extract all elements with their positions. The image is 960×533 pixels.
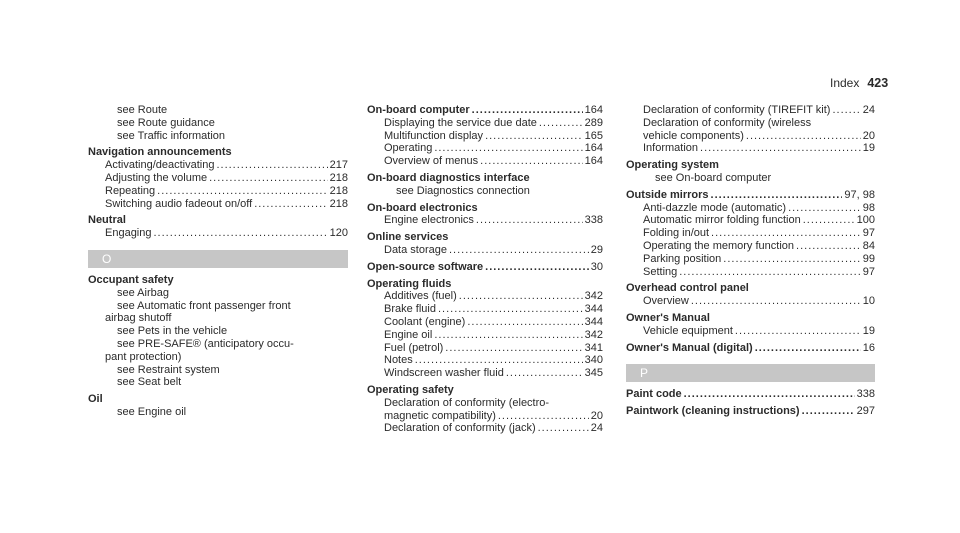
index-subentry [367, 214, 603, 227]
index-term [626, 282, 875, 295]
section-letter-o: O [88, 250, 348, 268]
index-subentry [88, 376, 348, 389]
dot-leader [539, 117, 583, 130]
index-subentry [88, 287, 348, 300]
page-reference[interactable]: 100 [856, 214, 875, 227]
index-subentry [88, 185, 348, 198]
index-subentry [367, 367, 603, 380]
index-entry [626, 312, 875, 338]
index-subentry [88, 104, 348, 117]
dot-leader [485, 261, 589, 274]
subentry-label: pant protection) [105, 350, 182, 363]
index-subentry [367, 329, 603, 342]
section-letter-p: P [626, 364, 875, 382]
subentry-label: Setting [643, 265, 678, 278]
index-subentry [626, 202, 875, 215]
index-entry [626, 104, 875, 155]
index-subentry [367, 117, 603, 130]
term-label: Overhead control panel [626, 282, 749, 295]
index-subentry [88, 159, 348, 172]
dot-leader [832, 104, 860, 117]
subentry-label: Overview of menus [384, 155, 479, 168]
subentry-label: Notes [384, 354, 413, 367]
index-entry [626, 405, 875, 418]
subentry-label: Activating/deactivating [105, 159, 215, 172]
subentry-label: see Route guidance [117, 116, 215, 129]
index-subentry [88, 351, 348, 364]
subentry-label: Brake fluid [384, 303, 436, 316]
index-entry [88, 393, 348, 419]
index-subentry [626, 142, 875, 155]
term-label: Paint code [626, 388, 682, 401]
page-reference[interactable]: 165 [584, 129, 603, 142]
dot-leader [755, 342, 861, 355]
index-entry [88, 274, 348, 389]
index-subentry [367, 130, 603, 143]
page-reference[interactable]: 342 [584, 328, 603, 341]
subentry-label: vehicle components) [643, 129, 744, 142]
index-entry [367, 231, 603, 257]
index-subentry [367, 155, 603, 168]
subentry-label: Anti-dazzle mode (automatic) [643, 201, 787, 214]
dot-leader [679, 266, 861, 279]
subentry-label: see Traffic information [117, 129, 226, 142]
dot-leader [506, 367, 583, 380]
dot-leader [216, 159, 327, 172]
page-header [830, 76, 888, 90]
page-reference[interactable]: 338 [856, 388, 875, 401]
index-subentry [626, 130, 875, 143]
subentry-label: Folding in/out [643, 227, 710, 240]
dot-leader [434, 329, 582, 342]
index-subentry [367, 303, 603, 316]
index-column-1 [88, 104, 348, 423]
dot-leader [472, 104, 583, 117]
subentry-label: see Restraint system [117, 363, 220, 376]
page-reference[interactable]: 120 [329, 227, 348, 240]
index-subentry [367, 354, 603, 367]
index-entry [88, 214, 348, 240]
page-reference[interactable]: 20 [590, 409, 603, 422]
index-subentry [626, 325, 875, 338]
subentry-label: see Pets in the vehicle [117, 325, 228, 338]
index-entry [626, 342, 875, 355]
subentry-label: Information [643, 142, 699, 155]
subentry-label: see Automatic front passenger front [117, 299, 291, 312]
dot-leader [700, 142, 861, 155]
subentry-label: Repeating [105, 184, 156, 197]
index-subentry [88, 312, 348, 325]
page-reference[interactable]: 345 [584, 367, 603, 380]
term-label: Operating system [626, 159, 719, 172]
index-entry [626, 189, 875, 279]
page-reference[interactable]: 289 [584, 116, 603, 129]
index-entry [367, 104, 603, 168]
index-entry [626, 282, 875, 308]
dot-leader [209, 172, 328, 185]
index-subentry [88, 406, 348, 419]
subentry-label: see Engine oil [117, 405, 187, 418]
index-entry [367, 202, 603, 228]
dot-leader [796, 240, 861, 253]
page-reference[interactable]: 98 [862, 201, 875, 214]
index-subentry [88, 364, 348, 377]
index-term [626, 342, 875, 355]
subentry-label: Declaration of conformity (electro- [384, 396, 550, 409]
index-subentry [88, 227, 348, 240]
index-subentry [88, 300, 348, 313]
index-entry [367, 384, 603, 435]
index-term [88, 274, 348, 287]
subentry-label: magnetic compatibility) [384, 409, 496, 422]
subentry-label: Multifunction display [384, 129, 484, 142]
subentry-label: see PRE-SAFE® (anticipatory occu- [117, 337, 294, 350]
index-term [88, 393, 348, 406]
index-term [367, 231, 603, 244]
subentry-label: airbag shutoff [105, 312, 172, 325]
index-subentry [367, 244, 603, 257]
term-label: Outside mirrors [626, 188, 709, 201]
term-label: Owner's Manual [626, 311, 710, 324]
dot-leader [467, 316, 582, 329]
index-subentry [626, 227, 875, 240]
index-term [626, 159, 875, 172]
index-subentry [88, 338, 348, 351]
subentry-label: Automatic mirror folding function [643, 214, 801, 227]
term-label: Oil [88, 393, 103, 406]
page-reference[interactable]: 99 [862, 252, 875, 265]
subentry-label: Additives (fuel) [384, 290, 457, 303]
index-subentry [626, 266, 875, 279]
subentry-label: see Route [117, 104, 168, 116]
subentry-label: Switching audio fadeout on/off [105, 197, 253, 210]
dot-leader [445, 342, 582, 355]
term-label: On-board computer [367, 104, 470, 116]
page-reference[interactable]: 218 [329, 171, 348, 184]
dot-leader [459, 290, 583, 303]
index-term [626, 388, 875, 401]
index-subentry [88, 172, 348, 185]
index-subentry [88, 325, 348, 338]
index-term [367, 202, 603, 215]
page-reference[interactable]: 84 [862, 239, 875, 252]
page-reference[interactable]: 19 [862, 142, 875, 155]
subentry-label: Adjusting the volume [105, 171, 208, 184]
dot-leader [254, 198, 327, 211]
dot-leader [434, 142, 582, 155]
index-term [367, 104, 603, 117]
subentry-label: Engine electronics [384, 214, 474, 227]
term-label: Online services [367, 231, 449, 244]
index-term [88, 146, 348, 159]
subentry-label: Engine oil [384, 328, 433, 341]
index-subentry [88, 117, 348, 130]
page-reference[interactable]: 19 [862, 324, 875, 337]
dot-leader [154, 227, 328, 240]
page-reference[interactable]: 218 [329, 197, 348, 210]
dot-leader [684, 388, 855, 401]
page-reference[interactable]: 164 [584, 142, 603, 155]
index-entry [367, 172, 603, 198]
index-entry [88, 104, 348, 142]
page-reference[interactable]: 218 [329, 184, 348, 197]
index-subentry [626, 117, 875, 130]
page-reference[interactable]: 97 [862, 227, 875, 240]
dot-leader [157, 185, 327, 198]
subentry-label: Overview [643, 295, 689, 308]
dot-leader [723, 253, 860, 266]
index-entry [626, 159, 875, 185]
index-term [626, 405, 875, 418]
page-reference[interactable]: 342 [584, 290, 603, 303]
page-reference[interactable]: 97 [862, 265, 875, 278]
index-subentry [367, 397, 603, 410]
dot-leader [711, 227, 861, 240]
subentry-label: Declaration of conformity (wireless [643, 116, 812, 129]
subentry-label: Parking position [643, 252, 722, 265]
index-term [367, 384, 603, 397]
subentry-label: see On-board computer [655, 171, 772, 184]
page-reference[interactable]: 30 [590, 260, 603, 273]
index-term [367, 261, 603, 274]
index-subentry [367, 422, 603, 435]
page-reference[interactable]: 344 [584, 315, 603, 328]
page-reference[interactable]: 97, 98 [844, 188, 875, 201]
index-subentry [367, 316, 603, 329]
subentry-label: Coolant (engine) [384, 315, 466, 328]
page-reference[interactable]: 24 [862, 104, 875, 116]
term-label: Open-source software [367, 260, 484, 273]
page-reference[interactable]: 24 [590, 422, 603, 435]
dot-leader [735, 325, 861, 338]
term-label: Navigation announcements [88, 146, 232, 159]
index-subentry [367, 142, 603, 155]
index-term [367, 278, 603, 291]
index-term [626, 312, 875, 325]
page-reference[interactable]: 340 [584, 354, 603, 367]
index-subentry [367, 410, 603, 423]
dot-leader [485, 130, 583, 143]
dot-leader [498, 410, 589, 423]
page-reference[interactable]: 20 [862, 129, 875, 142]
page-reference[interactable]: 344 [584, 303, 603, 316]
dot-leader [415, 354, 583, 367]
page-reference[interactable]: 297 [856, 405, 875, 418]
index-subentry [626, 253, 875, 266]
term-label: Operating fluids [367, 277, 452, 290]
page-number: 423 [867, 76, 889, 90]
index-entry [626, 388, 875, 401]
subentry-label: Data storage [384, 243, 447, 256]
term-label: Operating safety [367, 383, 454, 396]
index-subentry [626, 104, 875, 117]
dot-leader [788, 202, 861, 215]
index-subentry [626, 240, 875, 253]
index-subentry [367, 185, 603, 198]
dot-leader [476, 214, 583, 227]
index-entry [367, 278, 603, 380]
page-reference[interactable]: 29 [590, 243, 603, 256]
index-subentry [626, 172, 875, 185]
subentry-label: see Airbag [117, 286, 169, 299]
index-entry [88, 146, 348, 210]
dot-leader [449, 244, 589, 257]
index-column-2 [367, 104, 603, 439]
index-column-3 [626, 104, 875, 422]
dot-leader [746, 130, 861, 143]
subentry-label: Fuel (petrol) [384, 341, 444, 354]
dot-leader [438, 303, 583, 316]
term-label: Occupant safety [88, 273, 174, 286]
term-label: Neutral [88, 214, 126, 227]
dot-leader [803, 214, 855, 227]
index-subentry [626, 214, 875, 227]
header-title: Index [830, 76, 860, 90]
index-subentry [88, 130, 348, 143]
index-term [367, 172, 603, 185]
subentry-label: see Diagnostics connection [396, 184, 530, 197]
subentry-label: Displaying the service due date [384, 116, 537, 129]
index-subentry [626, 295, 875, 308]
subentry-label: Operating [384, 142, 433, 155]
index-entry [367, 261, 603, 274]
subentry-label: see Seat belt [117, 376, 182, 389]
dot-leader [480, 155, 582, 168]
index-subentry [367, 290, 603, 303]
dot-leader [802, 405, 855, 418]
page-reference[interactable]: 164 [584, 104, 603, 116]
page-reference[interactable]: 341 [584, 341, 603, 354]
dot-leader [538, 422, 589, 435]
subentry-label: Operating the memory function [643, 239, 795, 252]
page-reference[interactable]: 16 [862, 341, 875, 354]
subentry-label: Engaging [105, 227, 152, 240]
subentry-label: Windscreen washer fluid [384, 367, 504, 380]
subentry-label: Vehicle equipment [643, 324, 733, 337]
dot-leader [711, 189, 843, 202]
term-label: On-board diagnostics interface [367, 171, 530, 184]
page-reference[interactable]: 217 [329, 159, 348, 172]
page-reference[interactable]: 338 [584, 214, 603, 227]
index-subentry [88, 198, 348, 211]
index-term [626, 189, 875, 202]
page-reference[interactable]: 10 [862, 295, 875, 308]
dot-leader [691, 295, 861, 308]
term-label: On-board electronics [367, 201, 478, 214]
subentry-label: Declaration of conformity (TIREFIT kit) [643, 104, 831, 116]
index-term [88, 214, 348, 227]
subentry-label: Declaration of conformity (jack) [384, 422, 536, 435]
index-subentry [367, 342, 603, 355]
page-reference[interactable]: 164 [584, 155, 603, 168]
term-label: Owner's Manual (digital) [626, 341, 753, 354]
term-label: Paintwork (cleaning instructions) [626, 405, 800, 418]
